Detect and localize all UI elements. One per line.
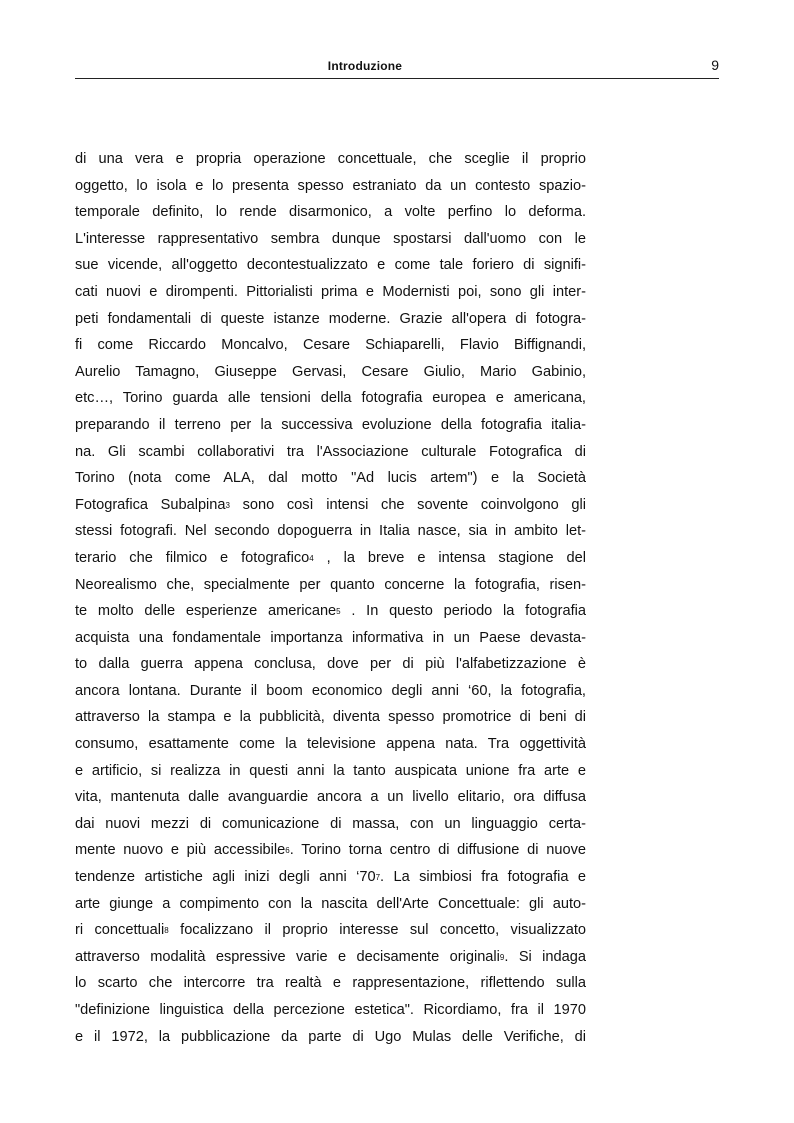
line-text-continued: sono così intensi che sovente coinvolgono gli [229,496,586,513]
line-text-continued: focalizzano il proprio interesse sul concetto, visualizzato [168,922,586,939]
text-line [75,651,586,678]
line-text: "definizione linguistica della percezione estetica". Ricordiamo, fra il 1970 [75,1002,586,1018]
text-line [75,758,586,785]
text-line [75,970,586,997]
text-line [75,997,586,1024]
line-text: terario che filmico e fotografico [75,549,310,566]
text-line [75,625,586,652]
line-text: etc…, Torino guarda alle tensioni della fotografia europea e americana, [75,390,586,407]
line-text-continued: . Si indaga [504,948,586,965]
text-line [75,518,586,545]
footnote-reference: 5 [336,607,341,617]
line-text: fi come Riccardo Moncalvo, Cesare Schiaparelli, Flavio Biffignandi, [75,337,586,354]
line-text: vita, mantenuta dalle avanguardie ancora a un livello elitario, ora diffusa [75,789,586,806]
line-text: lo scarto che intercorre tra realtà e rappresentazione, riflettendo sulla [75,975,586,992]
line-text: attraverso la stampa e la pubblicità, diventa spesso promotrice di beni di [75,709,586,726]
line-text: cati nuovi e dirompenti. Pittorialisti prima e Modernisti poi, sono gli inter- [75,283,586,300]
line-text: sue vicende, all'oggetto decontestualizzato e come tale foriero di signifi- [75,257,586,274]
line-text: oggetto, lo isola e lo presenta spesso estraniato da un contesto spazio- [75,177,586,194]
line-text: di una vera e propria operazione concettuale, che sceglie il proprio [75,151,586,167]
text-line [75,891,586,918]
body-text [75,146,586,1050]
line-text: Aurelio Tamagno, Giuseppe Gervasi, Cesare Giulio, Mario Gabinio, [75,363,586,380]
line-text: ri concettuali [75,922,165,939]
line-text: acquista una fondamentale importanza informativa in un Paese devasta- [75,629,586,646]
page-number: 9 [711,57,719,73]
footnote-reference: 9 [499,952,505,962]
text-line [75,226,586,253]
line-text-continued: . In questo periodo la fotografia [340,603,586,620]
footnote-reference: 3 [225,500,230,510]
text-line [75,572,586,599]
text-line [75,731,586,758]
line-text-continued: , la breve e intensa stagione del [313,549,586,566]
line-text-continued: . Torino torna centro di diffusione di nuove [289,842,586,859]
text-line [75,385,586,412]
text-line [75,146,586,173]
line-text: L'interesse rappresentativo sembra dunque spostarsi dall'uomo con le [75,230,586,247]
text-line [75,252,586,279]
footnote-reference: 6 [285,846,290,856]
line-text: preparando il terreno per la successiva evoluzione della fotografia italia- [75,416,586,433]
text-line [75,199,586,226]
text-line [75,279,586,306]
line-text-continued: . La simbiosi fra fotografia e [380,869,586,886]
text-line [75,678,586,705]
footnote-reference: 7 [375,873,381,883]
text-line [75,917,586,944]
line-text: attraverso modalità espressive varie e decisamente originali [75,948,500,965]
text-line [75,306,586,333]
line-text: te molto delle esperienze americane [75,603,337,620]
text-line [75,332,586,359]
line-text: peti fondamentali di queste istanze moderne. Grazie all'opera di fotogra- [75,310,586,327]
text-line [75,465,586,492]
text-line [75,784,586,811]
text-line [75,837,586,864]
page-header [75,56,719,79]
footnote-reference: 8 [164,926,169,936]
line-text: Fotografica Subalpina [75,496,226,513]
line-text: tendenze artistiche agli inizi degli anni ‘70 [75,869,376,886]
line-text: stessi fotografi. Nel secondo dopoguerra in Italia nasce, sia in ambito let- [75,523,586,540]
line-text: e il 1972, la pubblicazione da parte di Ugo Mulas delle Verifiche, di [75,1028,586,1045]
text-line [75,412,586,439]
line-text: consumo, esattamente come la televisione appena nata. Tra oggettività [75,736,586,753]
text-line [75,944,586,971]
text-line [75,811,586,838]
line-text: mente nuovo e più accessibile [75,842,286,859]
line-text: to dalla guerra appena conclusa, dove per di più l'alfabetizzazione è [75,656,586,673]
text-line [75,439,586,466]
line-text: arte giunge a compimento con la nascita dell'Arte Concettuale: gli auto- [75,895,586,912]
line-text: e artificio, si realizza in questi anni la tanto auspicata unione fra arte e [75,762,586,779]
text-line [75,598,586,625]
footnote-reference: 4 [309,553,314,563]
text-line [75,704,586,731]
line-text: dai nuovi mezzi di comunicazione di massa, con un linguaggio certa- [75,815,586,832]
line-text: na. Gli scambi collaborativi tra l'Associazione culturale Fotografica di [75,443,586,460]
text-line [75,864,586,891]
running-head-title: Introduzione [327,59,403,73]
text-line [75,545,586,572]
text-line [75,1024,586,1051]
text-line [75,492,586,519]
text-line [75,173,586,200]
line-text: Neorealismo che, specialmente per quanto concerne la fotografia, risen- [75,576,586,593]
line-text: Torino (nota come ALA, dal motto "Ad lucis artem") e la Società [75,470,586,487]
line-text: temporale definito, lo rende disarmonico, a volte perfino lo deforma. [75,204,586,221]
line-text: ancora lontana. Durante il boom economico degli anni ‘60, la fotografia, [75,682,586,699]
text-line [75,359,586,386]
